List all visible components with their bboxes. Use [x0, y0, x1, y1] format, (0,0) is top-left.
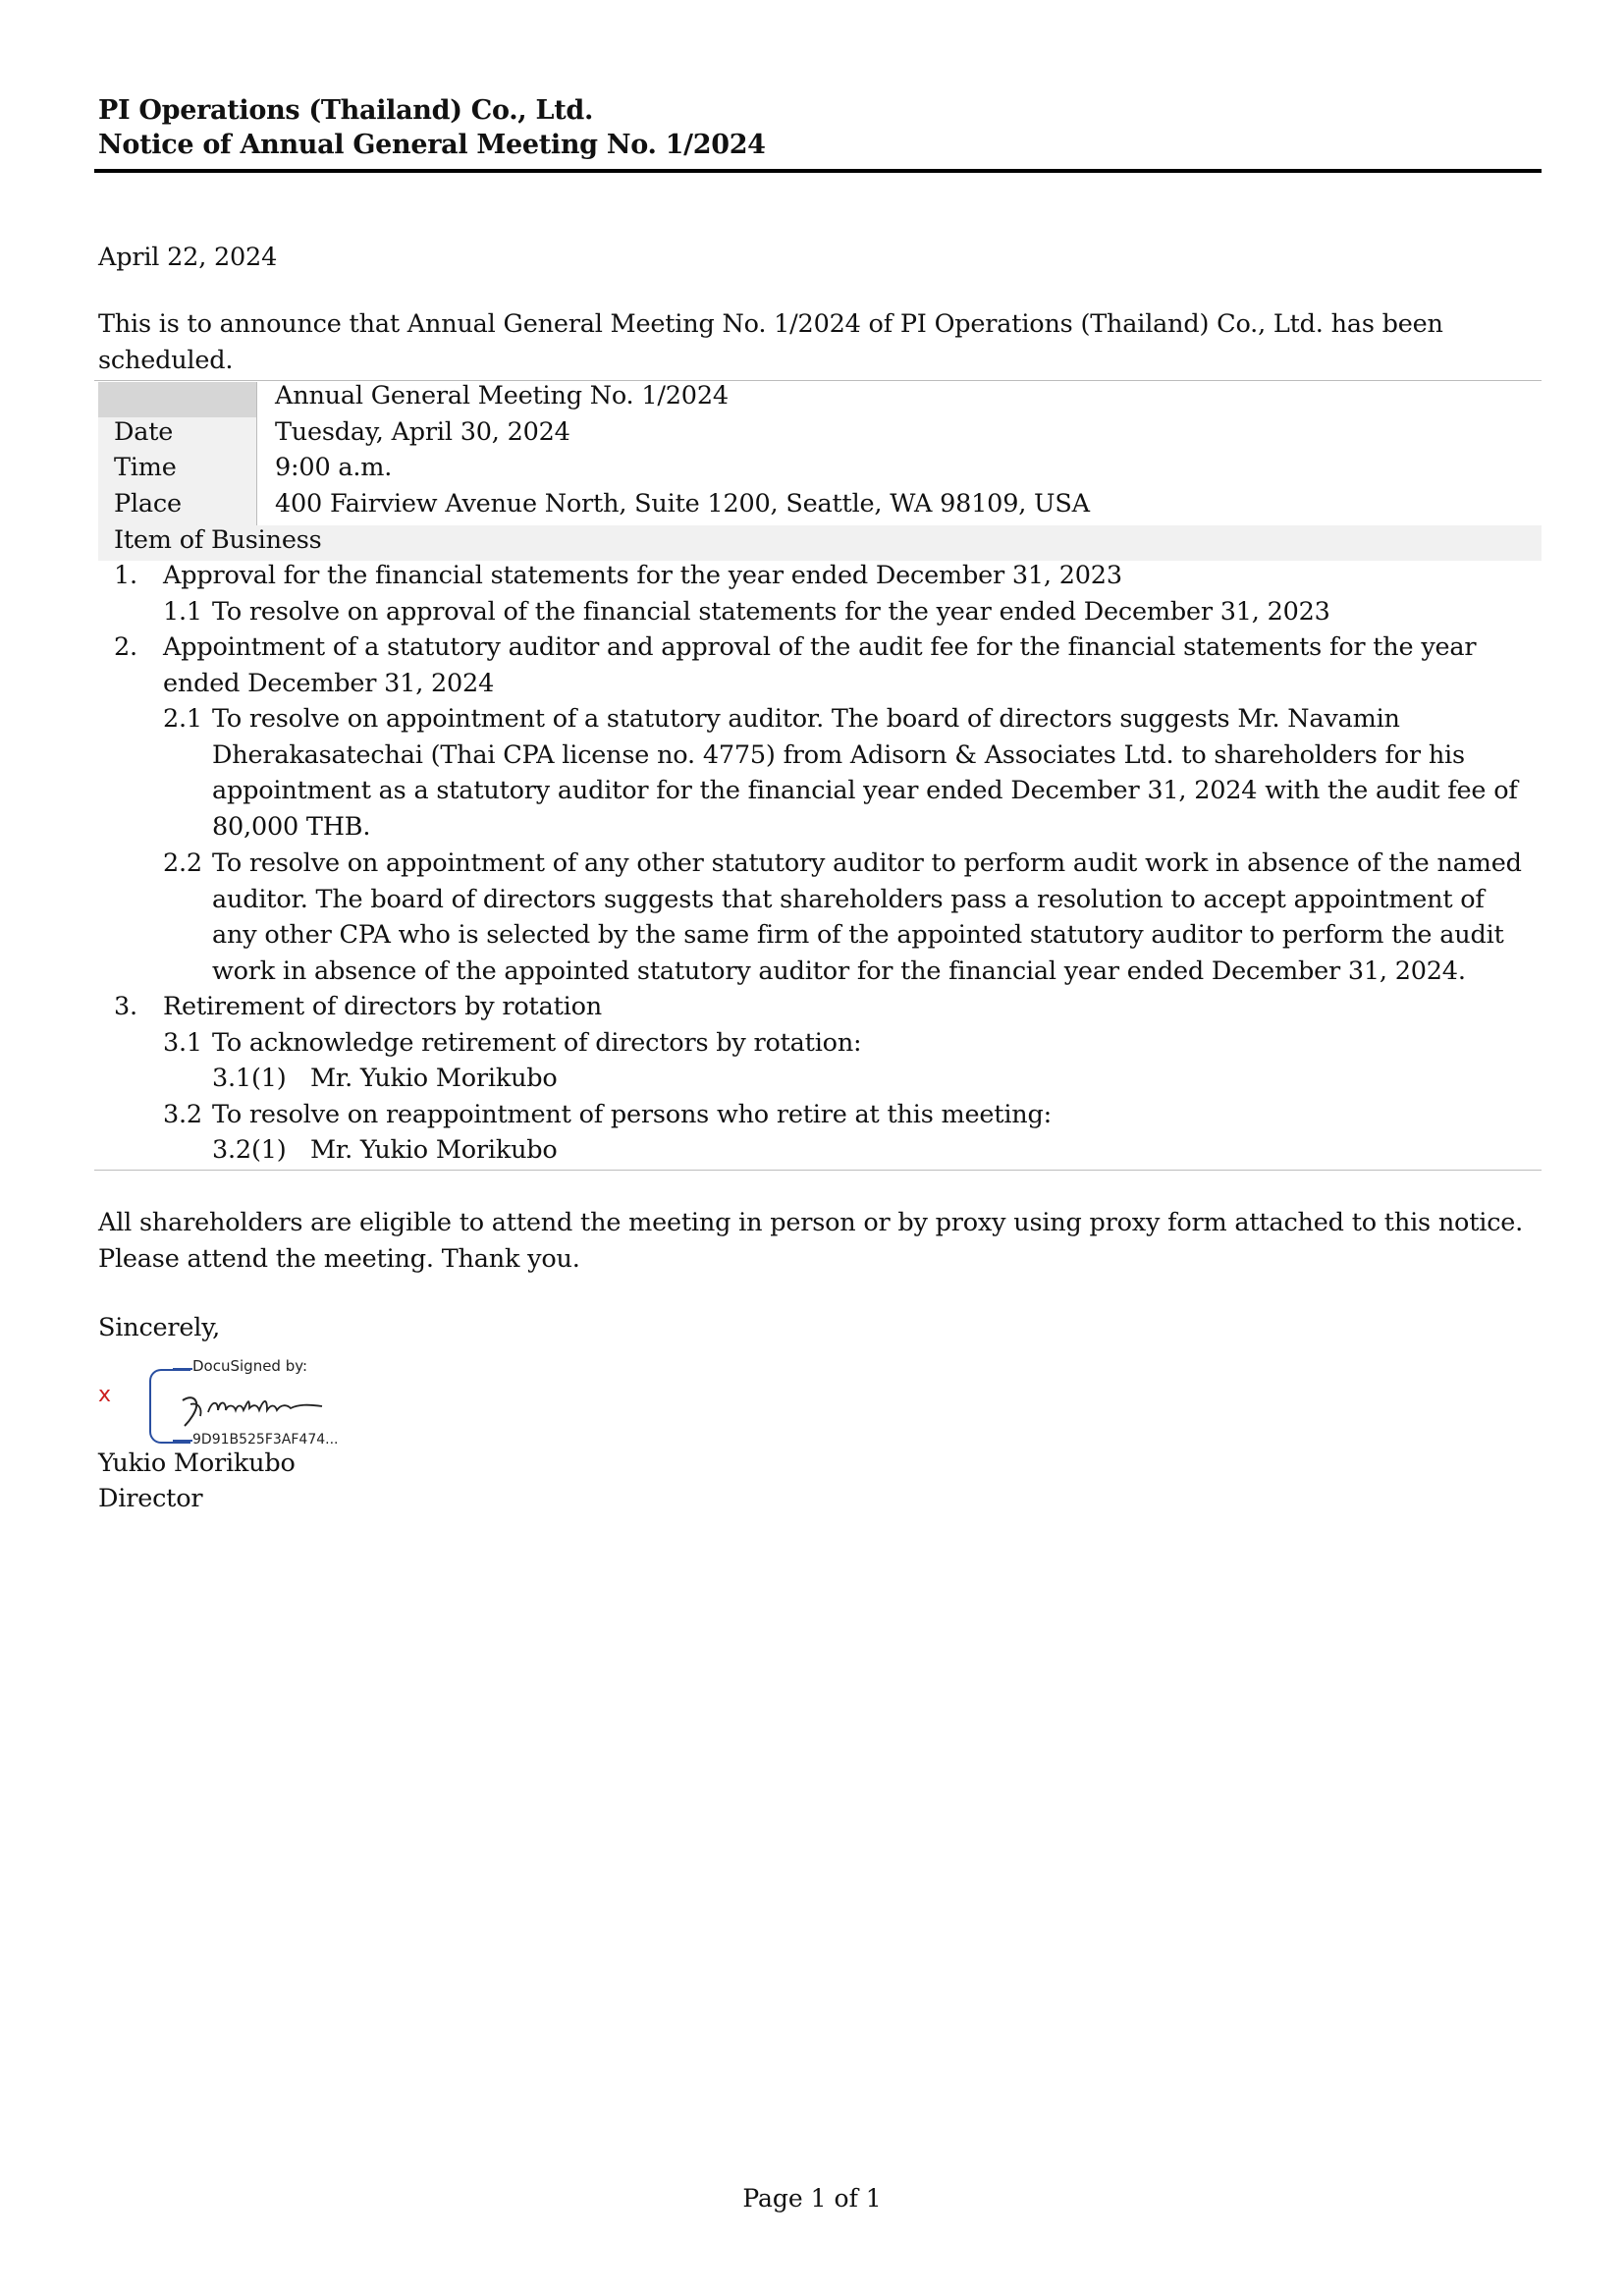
- subitem-text: To resolve on reappointment of persons who retire at this meeting:: [212, 1100, 1053, 1129]
- nested-item-number: 3.1(1): [212, 1064, 287, 1093]
- signer-name: Yukio Morikubo: [98, 1449, 296, 1478]
- table-bottom-rule: [94, 1170, 1542, 1171]
- signoff: Sincerely,: [98, 1313, 220, 1342]
- item-number: 1.: [114, 561, 137, 590]
- nested-item-number: 3.2(1): [212, 1135, 287, 1165]
- docusign-frame-bottom: [173, 1440, 192, 1442]
- item-text: Appointment of a statutory auditor and approval of the audit fee for the financial statements for the year ended December 31, 2024: [163, 632, 1477, 698]
- closing-line: Please attend the meeting. Thank you.: [98, 1244, 580, 1274]
- nested-item-text: Mr. Yukio Morikubo: [310, 1135, 558, 1165]
- item-text: Retirement of directors by rotation: [163, 992, 602, 1021]
- docusign-frame-top: [173, 1368, 192, 1370]
- row-value-place: 400 Fairview Avenue North, Suite 1200, Seattle, WA 98109, USA: [275, 489, 1090, 519]
- notice-title: Notice of Annual General Meeting No. 1/2024: [98, 129, 766, 160]
- subitem-text: To resolve on appointment of a statutory auditor. The board of directors suggests Mr. Navamin Dherakasatechai (Thai CPA license no. 4775) from Adisorn & Associates Ltd. to shareholders for his appointment as a statutory auditor for the financial year ended December 31, 2024 with the audit fee of 80,000 THB.: [212, 704, 1518, 842]
- intro-paragraph: This is to announce that Annual General Meeting No. 1/2024 of PI Operations (Thailand) Co., Ltd. has been scheduled.: [98, 309, 1443, 375]
- row-label-date: Date: [114, 417, 174, 447]
- subitem-number: 3.2: [163, 1100, 202, 1129]
- handwritten-signature: [177, 1383, 334, 1430]
- company-name: PI Operations (Thailand) Co., Ltd.: [98, 95, 594, 126]
- document-header: [98, 94, 1542, 162]
- subitem-number: 3.1: [163, 1028, 202, 1058]
- subitem-text: To acknowledge retirement of directors by rotation:: [212, 1028, 862, 1058]
- header-rule: [94, 169, 1542, 173]
- row-label-time: Time: [114, 453, 177, 482]
- table-column-divider: [256, 382, 257, 525]
- item-number: 2.: [114, 632, 137, 662]
- docusign-label: DocuSigned by:: [192, 1357, 308, 1375]
- row-label-place: Place: [114, 489, 182, 519]
- subitem-number: 2.2: [163, 848, 202, 878]
- row-value-date: Tuesday, April 30, 2024: [275, 417, 570, 447]
- closing-line: All shareholders are eligible to attend the meeting in person or by proxy using proxy form attached to this notice.: [98, 1208, 1524, 1237]
- signer-title: Director: [98, 1484, 203, 1513]
- subitem-text: To resolve on approval of the financial statements for the year ended December 31, 2023: [212, 597, 1330, 627]
- meeting-heading: Annual General Meeting No. 1/2024: [275, 381, 729, 410]
- page-number-footer: Page 1 of 1: [742, 2184, 882, 2213]
- nested-item-text: Mr. Yukio Morikubo: [310, 1064, 558, 1093]
- item-text: Approval for the financial statements for the year ended December 31, 2023: [163, 561, 1122, 590]
- subitem-text: To resolve on appointment of any other statutory auditor to perform audit work in absence of the named auditor. The board of directors suggests that shareholders pass a resolution to accept appointment of any other CPA who is selected by the same firm of the appointed statutory auditor to perform the audit work in absence of the appointed statutory auditor for the financial year ended December 31, 2024.: [212, 848, 1522, 986]
- docusign-envelope-id: 9D91B525F3AF474...: [192, 1432, 339, 1448]
- signature-mark: x: [98, 1383, 112, 1407]
- table-header-label-cell: [98, 382, 256, 417]
- subitem-number: 2.1: [163, 704, 202, 734]
- subitem-number: 1.1: [163, 597, 202, 627]
- item-number: 3.: [114, 992, 137, 1021]
- row-value-time: 9:00 a.m.: [275, 453, 393, 482]
- item-of-business-heading: Item of Business: [114, 525, 322, 555]
- notice-date: April 22, 2024: [98, 243, 278, 272]
